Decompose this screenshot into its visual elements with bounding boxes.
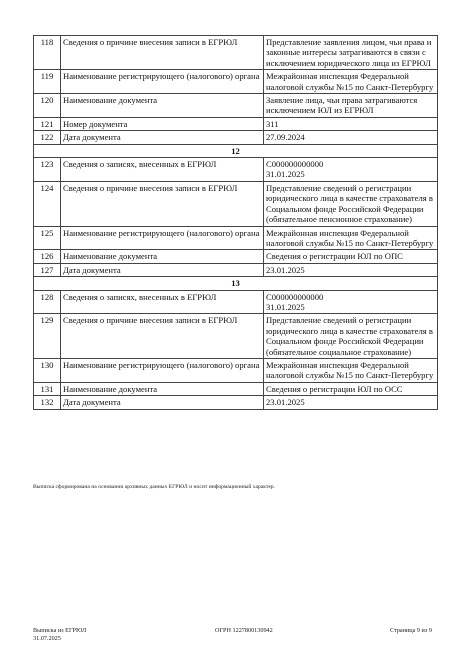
row-number: 126 xyxy=(34,250,61,263)
table-row xyxy=(34,117,438,130)
row-value: С000000000000 31.01.2025 xyxy=(264,158,438,182)
row-label: Сведения о причине внесения записи в ЕГРЮЛ xyxy=(61,314,264,359)
table-row xyxy=(34,94,438,118)
row-value: 311 xyxy=(264,117,438,130)
section-header-row xyxy=(34,277,438,290)
table-row xyxy=(34,250,438,263)
row-number: 132 xyxy=(34,396,61,409)
row-label: Дата документа xyxy=(61,263,264,276)
row-label: Наименование документа xyxy=(61,250,264,263)
footer-doc-title: Выписка из ЕГРЮЛ xyxy=(33,627,87,634)
row-value: Заявление лица, чьи права затрагиваются исключением ЮЛ из ЕГРЮЛ xyxy=(264,94,438,118)
table-row xyxy=(34,358,438,382)
row-value: Межрайонная инспекция Федеральной налоговой службы №15 по Санкт-Петербургу xyxy=(264,226,438,250)
row-number: 124 xyxy=(34,181,61,226)
row-number: 128 xyxy=(34,290,61,314)
row-value: Представление сведений о регистрации юридического лица в качестве страхователя в Социальном фонде Российской Федерации (обязательное социальное страхование) xyxy=(264,314,438,359)
row-value: Представление заявления лицом, чьи права и законные интересы затрагиваются в связи с исключением юридического лица из ЕГРЮЛ xyxy=(264,36,438,70)
row-value: Представление сведений о регистрации юридического лица в качестве страхователя в Социальном фонде Российской Федерации (обязательное пенсионное страхование) xyxy=(264,181,438,226)
table-row xyxy=(34,314,438,359)
table-row xyxy=(34,263,438,276)
footer-page-number: Страница 9 из 9 xyxy=(390,627,432,634)
row-label: Наименование документа xyxy=(61,94,264,118)
row-number: 122 xyxy=(34,131,61,144)
table-row xyxy=(34,382,438,395)
row-number: 125 xyxy=(34,226,61,250)
row-label: Сведения о записях, внесенных в ЕГРЮЛ xyxy=(61,158,264,182)
row-label: Дата документа xyxy=(61,396,264,409)
footer-ogrn: ОГРН 1227800130942 xyxy=(215,627,273,634)
row-value: Межрайонная инспекция Федеральной налоговой службы №15 по Санкт-Петербургу xyxy=(264,70,438,94)
row-label: Сведения о причине внесения записи в ЕГРЮЛ xyxy=(61,36,264,70)
row-label: Наименование регистрирующего (налогового) органа xyxy=(61,70,264,94)
table-row xyxy=(34,396,438,409)
row-label: Сведения о причине внесения записи в ЕГРЮЛ xyxy=(61,181,264,226)
table-row xyxy=(34,36,438,70)
table-row xyxy=(34,181,438,226)
row-label: Номер документа xyxy=(61,117,264,130)
section-header-row xyxy=(34,144,438,157)
row-number: 119 xyxy=(34,70,61,94)
footer-left xyxy=(33,627,86,643)
row-number: 131 xyxy=(34,382,61,395)
table-row xyxy=(34,70,438,94)
row-label: Сведения о записях, внесенных в ЕГРЮЛ xyxy=(61,290,264,314)
row-value: Межрайонная инспекция Федеральной налоговой службы №15 по Санкт-Петербургу xyxy=(264,358,438,382)
row-label: Дата документа xyxy=(61,131,264,144)
footer-date: 31.07.2025 xyxy=(33,635,61,642)
table-row xyxy=(34,158,438,182)
table-row xyxy=(34,290,438,314)
egrul-extract-table xyxy=(33,35,438,410)
row-label: Наименование документа xyxy=(61,382,264,395)
row-number: 123 xyxy=(34,158,61,182)
section-number: 12 xyxy=(34,144,438,157)
row-value: 27.09.2024 xyxy=(264,131,438,144)
row-value: С000000000000 31.01.2025 xyxy=(264,290,438,314)
row-number: 127 xyxy=(34,263,61,276)
row-number: 130 xyxy=(34,358,61,382)
section-number: 13 xyxy=(34,277,438,290)
footnote: Выписка сформирована на основании архивных данных ЕГРЮЛ и носит информационный характер. xyxy=(33,484,275,490)
table-row xyxy=(34,226,438,250)
row-value: Сведения о регистрации ЮЛ по ОПС xyxy=(264,250,438,263)
row-number: 120 xyxy=(34,94,61,118)
row-number: 129 xyxy=(34,314,61,359)
table-row xyxy=(34,131,438,144)
row-number: 121 xyxy=(34,117,61,130)
row-number: 118 xyxy=(34,36,61,70)
row-value: Сведения о регистрации ЮЛ по ОСС xyxy=(264,382,438,395)
row-label: Наименование регистрирующего (налогового) органа xyxy=(61,358,264,382)
row-label: Наименование регистрирующего (налогового) органа xyxy=(61,226,264,250)
row-value: 23.01.2025 xyxy=(264,396,438,409)
row-value: 23.01.2025 xyxy=(264,263,438,276)
